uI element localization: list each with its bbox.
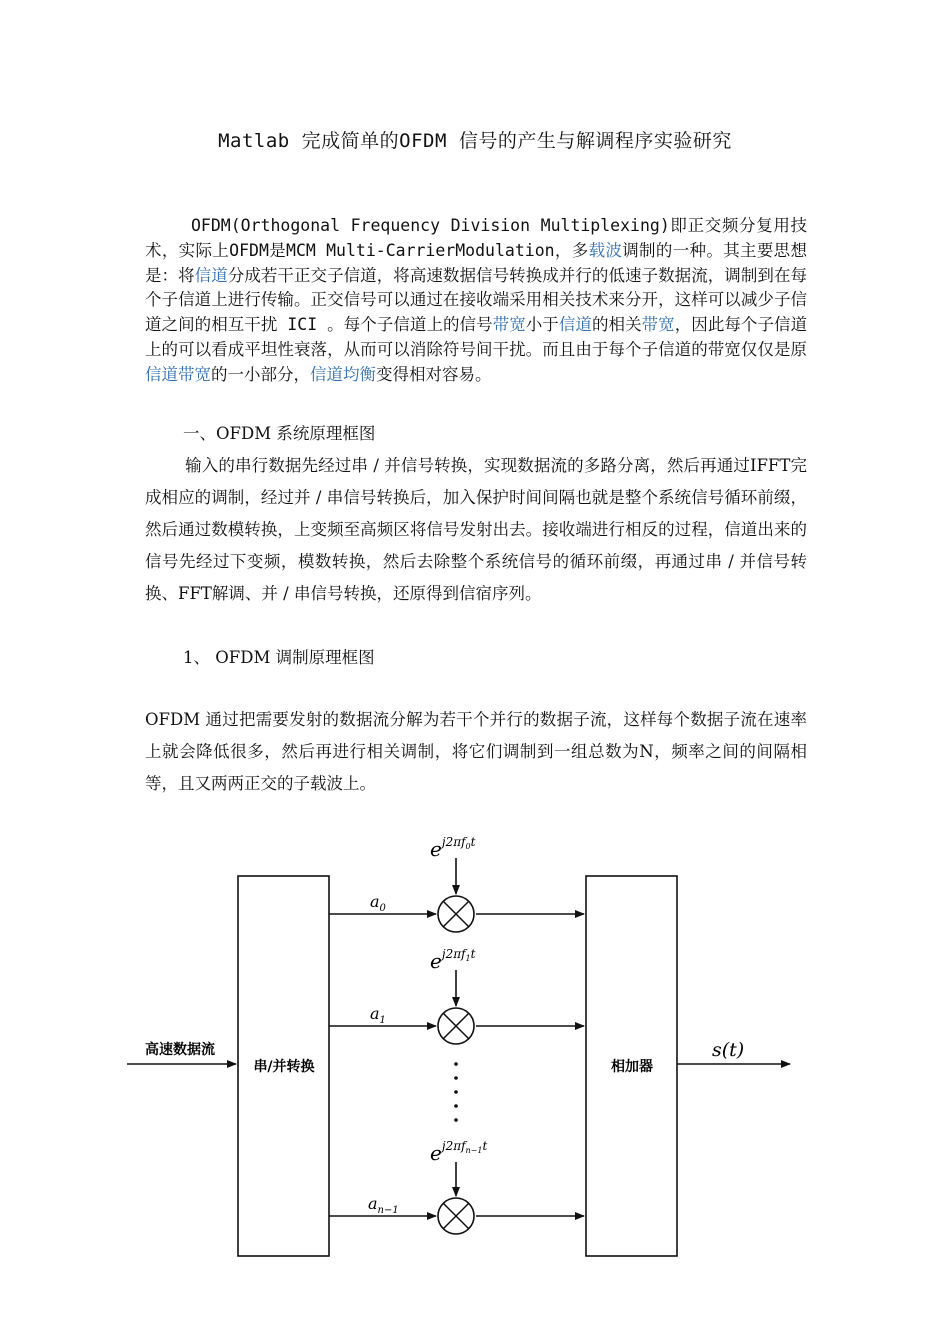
intro-text-segment: 小于 — [525, 315, 559, 335]
inline-link[interactable]: 信道 — [194, 265, 228, 285]
inline-link[interactable]: 带宽 — [492, 315, 526, 335]
branch-symbol: $a_0$ — [370, 892, 386, 914]
system-description-paragraph: 输入的串行数据先经过串 / 并信号转换，实现数据流的多路分离，然后再通过IFFT完成相应的调制，经过并 / 串信号转换后，加入保护时间间隔也就是整个系统信号循环前缀，然后通过数模转换，上变频至高频区将信号发射出去。接收端进行相反的过程，信道出来的信号先经过下变频，模数转换，然后去除整个系统信号的循环前缀，再通过串 / 并信号转换、FFT解调、并 / 串信号转换，还原得到信宿序列。 — [145, 456, 807, 603]
adder-label: 相加器 — [611, 1059, 653, 1075]
intro-text-segment: 分成若干正交子信道，将高速数据信号转换成并行的低速子数据流，调制到在每个子信道上进行传输。正交信号可以通过在接收端采用相关技术来分开，这样可以减少子信道之间的相互干扰 ICI 。每个子信道上的信号 — [145, 265, 808, 335]
intro-text-segment: 变得相对容易。 — [376, 364, 492, 384]
branch-1 — [329, 947, 584, 1044]
section-heading: 一、OFDM 系统原理框图 — [183, 424, 376, 443]
carrier-label: $e^{j2\pi f}1t$ — [430, 947, 476, 973]
inline-link[interactable]: 信道 — [558, 315, 592, 335]
intro-text-segment: OFDM(Orthogonal Frequency Division Multiplexing)即正交频分复用技术，实际上OFDM是MCM Multi-CarrierModulation，多 — [145, 216, 807, 260]
inline-link[interactable]: 带宽 — [641, 315, 675, 335]
inline-link[interactable]: 载波 — [588, 240, 623, 260]
intro-text-segment: 的相关 — [591, 315, 642, 335]
carrier-label: $e^{j2\pi f}n-1t$ — [430, 1139, 488, 1165]
intro-text-segment: 调制的一种。其主要思想是：将 — [145, 240, 807, 285]
branch-symbol: $a_{n-1}$ — [368, 1194, 399, 1216]
intro-text-segment: 的一小部分， — [211, 364, 310, 384]
document-title: Matlab 完成简单的OFDM 信号的产生与解调程序实验研究 — [218, 130, 732, 152]
serial-parallel-label: 串/并转换 — [253, 1059, 315, 1075]
branch-symbol: $a_1$ — [370, 1004, 386, 1026]
branch-n-minus-1 — [329, 1139, 584, 1234]
modulation-description-paragraph: OFDM 通过把需要发射的数据流分解为若干个并行的数据子流，这样每个数据子流在速率上就会降低很多，然后再进行相关调制，将它们调制到一组总数为N，频率之间的间隔相等，且又两两正交的子载波上。 — [145, 710, 807, 793]
inline-link[interactable]: 信道带宽 — [145, 364, 211, 384]
branch-0 — [329, 835, 584, 932]
intro-text-segment: ，因此每个子信道上的可以看成平坦性衰落，从而可以消除符号间干扰。而且由于每个子信道的带宽仅仅是原 — [145, 315, 808, 359]
inline-link[interactable]: 信道均衡 — [310, 364, 376, 384]
input-label: 高速数据流 — [145, 1042, 215, 1058]
ellipsis-dots — [454, 1062, 458, 1122]
subsection-heading: 1、 OFDM 调制原理框图 — [183, 648, 375, 667]
carrier-label: $e^{j2\pi f}0t$ — [430, 835, 476, 861]
output-label: s(t) — [712, 1039, 745, 1061]
